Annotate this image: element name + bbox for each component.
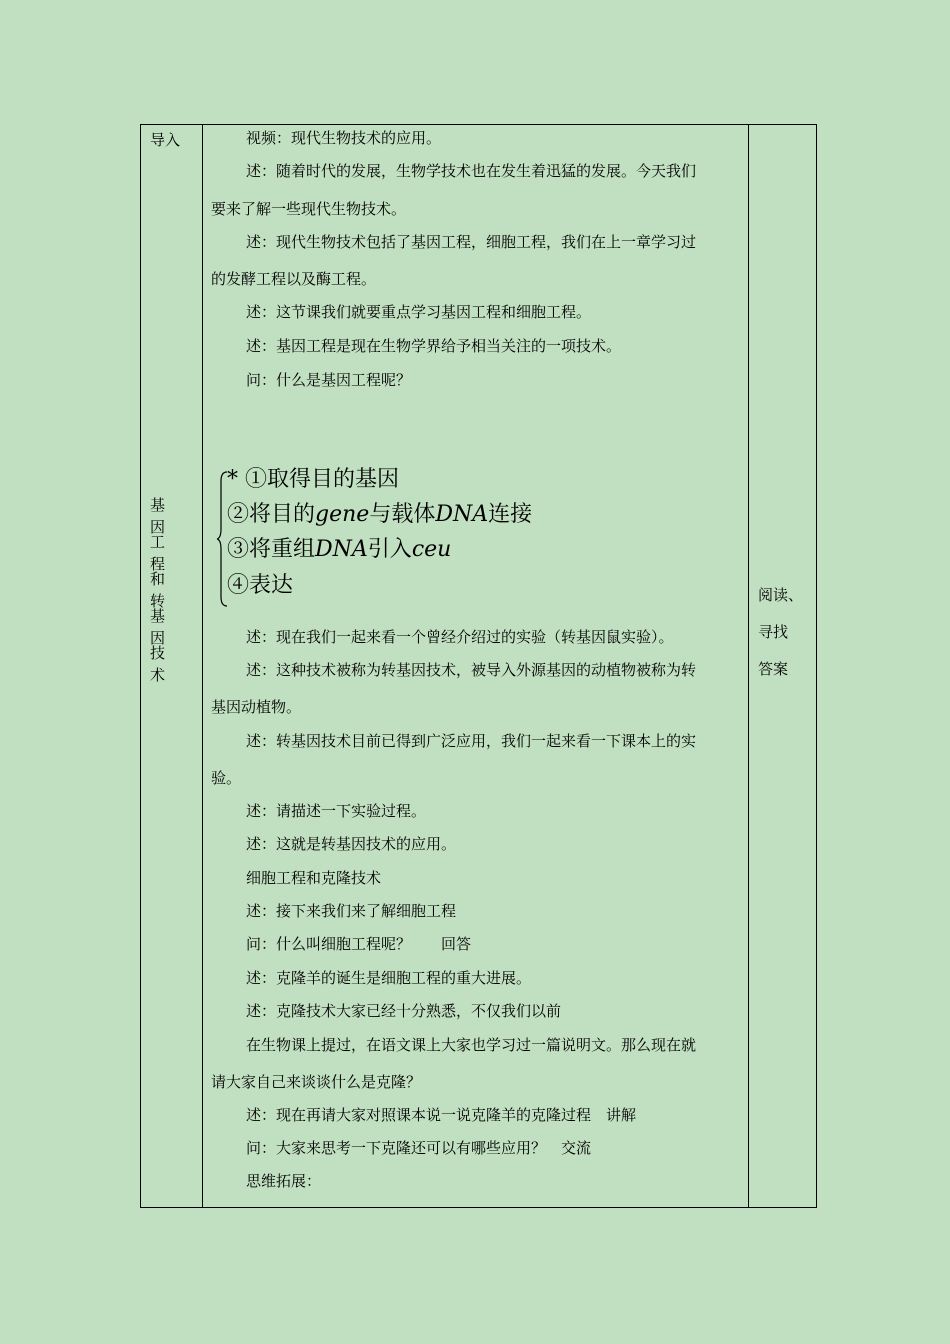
formula-step-2: ②将目的gene与载体DNA连接 bbox=[227, 502, 533, 527]
teaching-content-column bbox=[203, 125, 749, 1208]
formula-step-1: * ①取得目的基因 bbox=[227, 467, 400, 492]
section-label-line: 技术 bbox=[150, 644, 166, 684]
section-label-line: 和转 bbox=[150, 570, 166, 610]
content-line: 验。 bbox=[211, 769, 242, 787]
student-activity-text bbox=[758, 584, 803, 695]
lesson-plan-table bbox=[140, 124, 817, 1208]
formula-step-4: ④表达 bbox=[227, 573, 294, 598]
content-line: 述：这就是转基因技术的应用。 bbox=[246, 835, 457, 853]
content-line: 述：请描述一下实验过程。 bbox=[246, 802, 427, 820]
content-line: 述：现代生物技术包括了基因工程，细胞工程，我们在上一章学习过 bbox=[246, 233, 697, 251]
content-line: 述：现在再请大家对照课本说一说克隆羊的克隆过程 讲解 bbox=[246, 1106, 637, 1124]
content-line: 述：克隆技术大家已经十分熟悉，不仅我们以前 bbox=[246, 1002, 562, 1020]
content-line: 视频：现代生物技术的应用。 bbox=[246, 129, 442, 147]
section-label-intro: 导入 bbox=[150, 131, 181, 149]
activity-line: 阅读、 bbox=[758, 586, 804, 604]
section-label-gene-engineering bbox=[150, 494, 174, 684]
content-line: 述：随着时代的发展，生物学技术也在发生着迅猛的发展。今天我们 bbox=[246, 162, 697, 180]
content-line: 述：接下来我们来了解细胞工程 bbox=[246, 902, 457, 920]
content-line: 细胞工程和克隆技术 bbox=[246, 869, 382, 887]
activity-line: 答案 bbox=[758, 660, 789, 678]
content-line: 要来了解一些现代生物技术。 bbox=[211, 200, 407, 218]
content-line: 问：什么叫细胞工程呢？ 回答 bbox=[246, 935, 472, 953]
formula-step-3: ③将重组DNA引入ceu bbox=[227, 537, 452, 562]
content-line: 问：大家来思考一下克隆还可以有哪些应用？ 交流 bbox=[246, 1139, 592, 1157]
section-label-line: 基因 bbox=[150, 607, 166, 647]
section-label-line: 工程 bbox=[150, 533, 166, 573]
content-line: 述：基因工程是现在生物学界给予相当关注的一项技术。 bbox=[246, 337, 622, 355]
content-line: 述：现在我们一起来看一个曾经介绍过的实验（转基因鼠实验）。 bbox=[246, 628, 674, 646]
student-activity-column bbox=[749, 125, 817, 1208]
content-line: 的发酵工程以及酶工程。 bbox=[211, 270, 377, 288]
content-line: 请大家自己来谈谈什么是克隆？ bbox=[211, 1073, 422, 1091]
content-line: 思维拓展： bbox=[246, 1172, 322, 1190]
content-line: 问：什么是基因工程呢？ bbox=[246, 371, 412, 389]
content-line: 述：这节课我们就要重点学习基因工程和细胞工程。 bbox=[246, 303, 592, 321]
section-label-column bbox=[141, 125, 203, 1208]
activity-line: 寻找 bbox=[758, 623, 789, 641]
content-line: 述：这种技术被称为转基因技术，被导入外源基因的动植物被称为转 bbox=[246, 661, 697, 679]
section-label-line: 基因 bbox=[150, 496, 166, 536]
content-line: 述：克隆羊的诞生是细胞工程的重大进展。 bbox=[246, 969, 532, 987]
content-line: 在生物课上提过，在语文课上大家也学习过一篇说明文。那么现在就 bbox=[246, 1036, 697, 1054]
content-line: 基因动植物。 bbox=[211, 698, 302, 716]
content-line: 述：转基因技术目前已得到广泛应用，我们一起来看一下课本上的实 bbox=[246, 732, 697, 750]
